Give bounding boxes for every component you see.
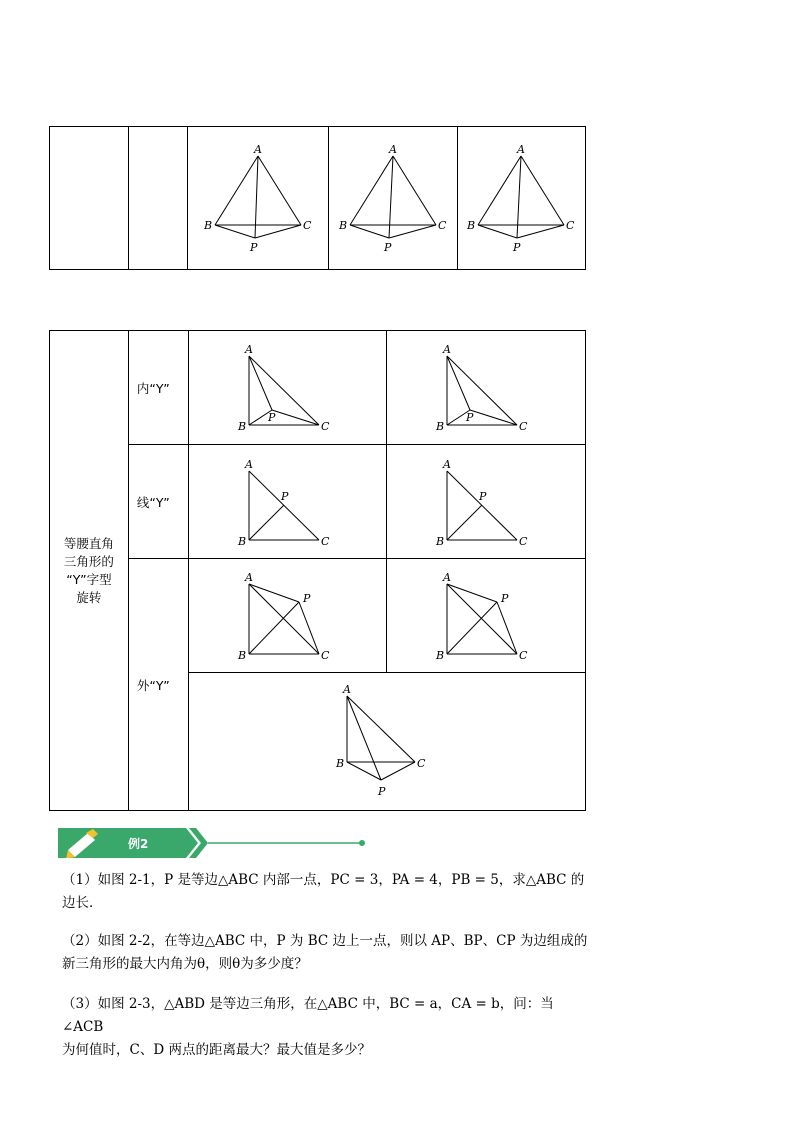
outer-y-wide-figure-cell xyxy=(188,673,585,811)
svg-text:B: B xyxy=(435,534,445,548)
svg-text:C: C xyxy=(518,534,528,548)
svg-text:A: A xyxy=(244,570,253,584)
svg-text:B: B xyxy=(237,534,247,548)
question-1-line-2: 边长． xyxy=(62,895,103,911)
svg-text:B: B xyxy=(466,218,476,232)
equilateral-triangle-figure xyxy=(329,128,457,269)
row-label-inner-y: 内“Y” xyxy=(128,331,188,445)
outer-y-figure xyxy=(189,560,386,672)
svg-text:P: P xyxy=(302,591,311,605)
svg-text:C: C xyxy=(416,756,426,770)
svg-text:C: C xyxy=(518,419,528,433)
svg-text:P: P xyxy=(512,240,521,254)
category-line: “Y”字型 xyxy=(66,571,112,587)
outer-y-wide-figure xyxy=(189,674,584,810)
row-label-line-y: 线“Y” xyxy=(128,445,188,559)
svg-text:C: C xyxy=(565,218,575,232)
svg-text:C: C xyxy=(320,534,330,548)
svg-text:C: C xyxy=(518,648,528,662)
svg-text:A: A xyxy=(442,570,451,584)
question-1 xyxy=(62,869,592,915)
svg-text:A: A xyxy=(442,457,451,471)
line-y-figure-cell xyxy=(188,445,386,559)
svg-text:A: A xyxy=(244,342,253,356)
svg-text:P: P xyxy=(249,240,258,254)
svg-text:C: C xyxy=(320,648,330,662)
line-y-figure-cell xyxy=(386,445,585,559)
figure-table-2 xyxy=(49,330,586,811)
svg-text:C: C xyxy=(320,419,330,433)
category-line: 三角形的 xyxy=(63,553,114,569)
svg-text:A: A xyxy=(244,457,253,471)
svg-text:B: B xyxy=(335,756,345,770)
example-title: 例2 xyxy=(128,837,149,851)
svg-text:B: B xyxy=(203,218,213,232)
line-y-figure xyxy=(387,446,585,558)
svg-text:C: C xyxy=(437,218,447,232)
question-2-line-1: （2）如图 2-2，在等边△ABC 中，P 为 BC 边上一点，则以 AP、BP、CP 为边组成的 xyxy=(62,933,588,949)
svg-text:B: B xyxy=(338,218,348,232)
svg-text:P: P xyxy=(280,489,289,503)
svg-text:P: P xyxy=(500,591,509,605)
svg-text:B: B xyxy=(237,648,247,662)
svg-text:B: B xyxy=(435,648,445,662)
svg-text:A: A xyxy=(253,142,262,156)
outer-y-figure xyxy=(387,560,585,672)
question-3-line-1: （3）如图 2-3，△ABD 是等边三角形，在△ABC 中，BC = a，CA = b，问：当∠ACB xyxy=(62,996,554,1035)
outer-y-figure-cell xyxy=(386,559,585,673)
svg-text:A: A xyxy=(388,142,397,156)
table1-empty-cell-2 xyxy=(128,127,187,270)
svg-text:P: P xyxy=(465,410,474,424)
table1-empty-cell-1 xyxy=(50,127,129,270)
svg-text:P: P xyxy=(478,489,487,503)
question-3-line-2: 为何值时，C、D 两点的距离最大？最大值是多少？ xyxy=(62,1042,371,1058)
svg-text:P: P xyxy=(383,240,392,254)
svg-text:P: P xyxy=(377,784,386,798)
question-3 xyxy=(62,993,592,1062)
equilateral-triangle-figure xyxy=(458,128,585,269)
question-2 xyxy=(62,930,592,976)
svg-text:B: B xyxy=(237,419,247,433)
svg-text:B: B xyxy=(435,419,445,433)
inner-y-figure-cell xyxy=(386,331,585,445)
row-label-outer-y: 外“Y” xyxy=(128,559,188,811)
example-banner xyxy=(58,828,378,858)
table1-figure-cell xyxy=(457,127,585,270)
inner-y-figure-cell xyxy=(188,331,386,445)
equilateral-triangle-figure xyxy=(188,128,328,269)
table1-figure-cell xyxy=(328,127,457,270)
category-line: 等腰直角 xyxy=(63,535,114,551)
question-2-line-2: 新三角形的最大内角为θ，则θ为多少度？ xyxy=(62,956,308,972)
inner-y-figure xyxy=(189,332,386,444)
svg-text:A: A xyxy=(442,342,451,356)
line-y-figure xyxy=(189,446,386,558)
question-1-line-1: （1）如图 2-1，P 是等边△ABC 内部一点，PC = 3，PA = 4，PB = 5，求△ABC 的 xyxy=(62,872,585,888)
figure-table-1 xyxy=(49,126,586,270)
table1-figure-cell xyxy=(187,127,328,270)
outer-y-figure-cell xyxy=(188,559,386,673)
svg-text:P: P xyxy=(267,410,276,424)
inner-y-figure xyxy=(387,332,585,444)
category-cell xyxy=(50,331,129,811)
svg-text:A: A xyxy=(342,682,351,696)
svg-text:C: C xyxy=(302,218,312,232)
category-line: 旋转 xyxy=(76,589,102,605)
svg-text:A: A xyxy=(516,142,525,156)
